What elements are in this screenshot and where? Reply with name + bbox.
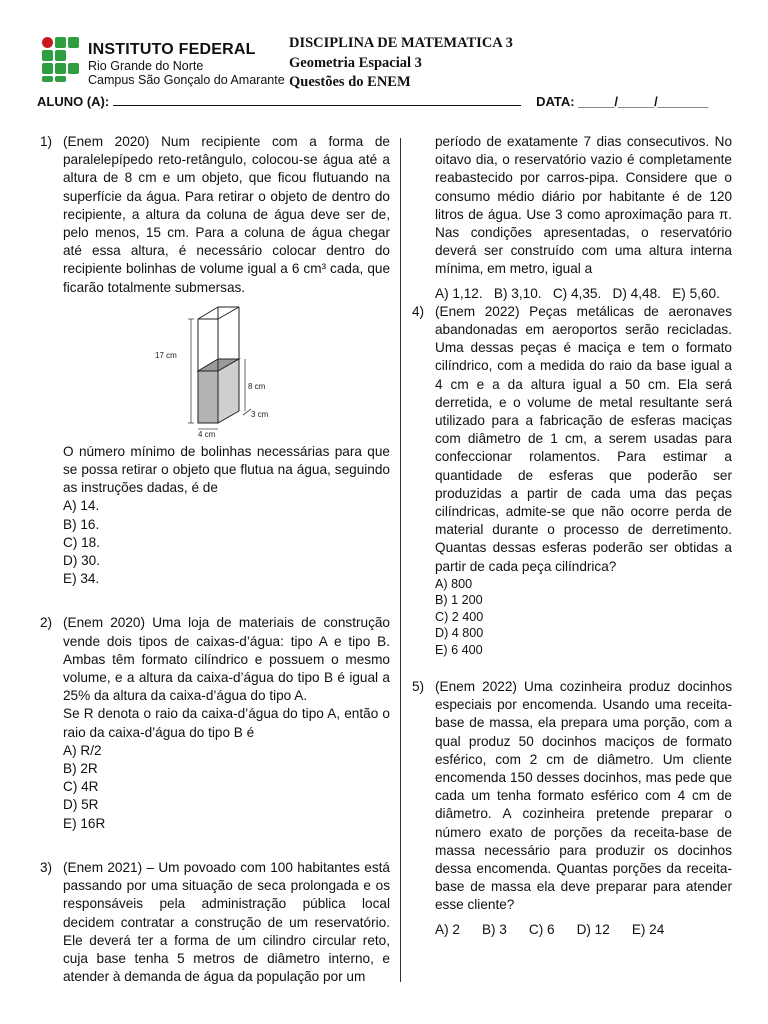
answer-options	[63, 497, 390, 588]
option-a[interactable]: A) 800	[435, 576, 473, 591]
question-4	[408, 303, 732, 658]
option-c[interactable]: C) 4R	[63, 779, 99, 795]
question-3-continued	[408, 133, 732, 303]
questions-title: Questões do ENEM	[289, 74, 411, 90]
question-number: 5)	[412, 678, 425, 694]
question-number: 4)	[412, 303, 425, 319]
question-text-continued: período de exatamente 7 dias consecutivos. No oitavo dia, o reservatório vazio é completamente reabastecido por carros-pipa. Considere que o consumo médio diário por habitante é de 120 litros de água. Use 3 como aproximação para π. Nas condições apresentadas, o reservatório deverá ser construído com uma altura interna mínima, em metro, igual a	[435, 134, 732, 277]
container-figure	[151, 303, 271, 439]
discipline-title: DISCIPLINA DE MATEMATICA 3	[289, 35, 513, 51]
date-field[interactable]: _____/_____/_______	[578, 94, 709, 109]
option-a[interactable]: A) 14.	[63, 498, 100, 514]
option-c[interactable]: C) 6	[528, 921, 555, 937]
question-text: (Enem 2020) Uma loja de materiais de construção vende dois tipos de caixas-d’água: tipo A e tipo B. Ambas têm formato cilíndrico e possuem o mesmo volume, e a altura da caixa-d’água do tipo B é igual a 25% da altura da caixa-d’água do tipo A.	[63, 615, 390, 704]
option-c[interactable]: C) 18.	[63, 534, 101, 550]
student-label: ALUNO (A):	[37, 94, 110, 109]
height-label: 17 cm	[155, 350, 177, 360]
option-a[interactable]: A) R/2	[63, 742, 102, 758]
water-height-label: 8 cm	[248, 381, 266, 391]
answer-options	[63, 742, 390, 833]
student-info-line	[37, 92, 737, 109]
water-volume	[198, 371, 218, 423]
depth-label: 3 cm	[251, 409, 269, 419]
option-e[interactable]: E) 16R	[63, 815, 106, 831]
option-d[interactable]: D) 30.	[63, 553, 101, 569]
option-d[interactable]: D) 12	[576, 921, 610, 937]
question-5	[408, 678, 732, 939]
option-b[interactable]: B) 3	[481, 921, 507, 937]
option-b[interactable]: B) 2R	[63, 761, 98, 777]
date-label: DATA:	[536, 94, 575, 109]
question-3	[36, 859, 390, 986]
answer-options	[435, 576, 732, 658]
width-label: 4 cm	[198, 429, 216, 439]
question-prompt: O número mínimo de bolinhas necessárias para que se possa retirar o objeto que flutua na água, seguindo as instruções dadas, é de	[63, 443, 390, 496]
right-column	[408, 133, 732, 939]
box-diagram	[151, 303, 271, 439]
question-number: 1)	[40, 134, 53, 149]
document-titles	[289, 34, 513, 93]
institution-name: INSTITUTO FEDERAL	[88, 41, 256, 58]
institution-campus: Campus São Gonçalo do Amarante	[88, 73, 285, 87]
question-text: (Enem 2022) Uma cozinheira produz docinhos especiais por encomenda. Usando uma receita-base de massa, ela prepara uma porção, com a qual produz 50 docinhos maciços de formato esférico, com 2 cm de diâmetro. Um cliente encomenda 150 desses docinhos, mas pede que cada um tenha formato esférico com 4 cm de diâmetro. A cozinheira pretende preparar o número exato de porções da receita-base de massa necessário para produzir os docinhos dessa encomenda. Quantas porções da receita-base de massa ela deve preparar para atender esse cliente?	[435, 678, 732, 913]
question-number: 2)	[40, 615, 53, 631]
question-number: 3)	[40, 859, 53, 875]
answer-options	[435, 921, 732, 939]
if-logo-icon	[42, 37, 80, 83]
option-c[interactable]: C) 2 400	[435, 609, 484, 624]
option-e[interactable]: E) 6 400	[435, 642, 483, 657]
question-prompt: Se R denota o raio da caixa-d’água do tipo A, então o raio da caixa-d’água do tipo B é	[63, 706, 390, 740]
student-name-field[interactable]	[113, 92, 521, 106]
question-text: (Enem 2020) Num recipiente com a forma de paralelepípedo reto-retângulo, colocou-se água até a altura de 8 cm e um objeto, que ficou flutuando na superfície da água. Para retirar o objeto de dentro do recipiente, a altura da coluna de água deve ser de, pelo menos, 15 cm. Para a coluna de água chegar até essa altura, é necessário colocar dentro do recipiente bolinhas de volume igual a 6 cm³ cada, que ficarão totalmente submersas.	[63, 134, 390, 295]
answer-options-line[interactable]: A) 1,12. B) 3,10. C) 4,35. D) 4,48. E) 5,60.	[435, 285, 720, 301]
option-e[interactable]: E) 34.	[63, 571, 100, 587]
question-text: (Enem 2021) – Um povoado com 100 habitantes está passando por uma situação de seca prolongada e os responsáveis pela administração pública local decidem contratar a construção de um reservatório. Ele deverá ter a forma de um cilindro circular reto, cuja base tenha 5 metros de diâmetro interno, e atender à demanda de água da população por um	[63, 859, 390, 985]
institution-state: Rio Grande do Norte	[88, 59, 204, 73]
question-2	[36, 614, 390, 832]
option-d[interactable]: D) 4 800	[435, 626, 484, 641]
question-text: (Enem 2022) Peças metálicas de aeronaves abandonadas em aeroportos serão recicladas. Uma dessas peças é maciça e tem o formato cilíndrico, com a medida do raio da base igual a 4 cm e a da altura igual a 50 cm. Ela será derretida, e o volume de metal resultante será utilizado para a fabricação de esferas maciças com diâmetro de 1 cm, a serem usadas para confeccionar rolamentos. Para estimar a quantidade de esferas que poderão ser produzidas a partir de cada uma das peças cilíndricas, admite-se que não ocorre perda de material durante o processo de derretimento. Quantas dessas esferas poderão ser obtidas a partir de cada peça cilíndrica?	[435, 303, 732, 574]
option-e[interactable]: E) 24	[631, 921, 665, 937]
left-column	[36, 133, 390, 986]
column-divider	[400, 138, 401, 982]
option-b[interactable]: B) 16.	[63, 516, 100, 532]
question-1	[36, 133, 390, 588]
option-b[interactable]: B) 1 200	[435, 593, 483, 608]
option-a[interactable]: A) 2	[435, 921, 460, 937]
option-d[interactable]: D) 5R	[63, 797, 99, 813]
subject-title: Geometria Espacial 3	[289, 54, 422, 71]
